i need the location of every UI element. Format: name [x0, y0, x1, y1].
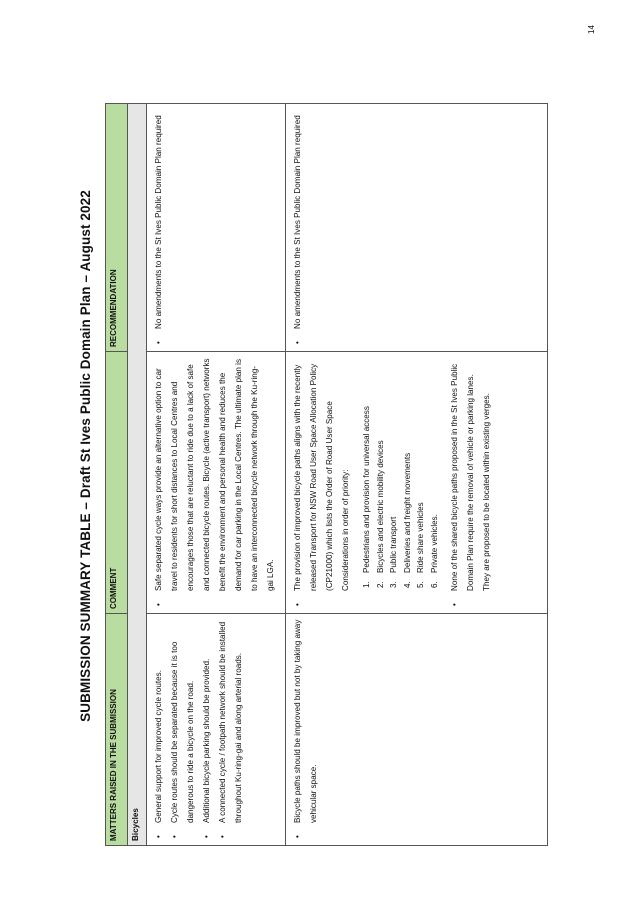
list-item: • No amendments to the St Ives Public Domain Plan required: [290, 109, 306, 347]
header-comment: COMMENT: [106, 352, 128, 614]
list-item: • Cycle routes should be separated because it is too dangerous to ride a bicycle on the road.: [167, 619, 199, 841]
list-item: • A connected cycle / footpath network should be installed throughout Ku-ring-gai and along arterial roads.: [215, 619, 247, 841]
list-item: 5. Ride share vehicles: [416, 502, 425, 588]
comment-intro: The provision of improved bicycle paths aligns with the recently released Transport for NSW Road User Space Allocation Policy (CP21000) which lists the Order of Road User Space Considerations in order of priority:: [293, 363, 350, 591]
list-item: • Additional bicycle parking should be provided.: [199, 619, 215, 841]
matters-cell: [286, 614, 548, 846]
page-title: SUBMISSION SUMMARY TABLE – Draft St Ives Public Domain Plan – August 2022: [78, 190, 93, 722]
list-item: • Bicycle paths should be improved but not by taking away vehicular space.: [290, 619, 322, 841]
list-item: 6. Private vehicles.: [429, 514, 439, 588]
comment-cell: [147, 352, 286, 614]
list-item: • General support for improved cycle routes.: [151, 619, 167, 841]
list-item: • Safe separated cycle ways provide an alternative option to car travel to residents for short distances to Local Centres and encourages those that are reluctant to ride due to a lack of safe and connected bicycle routes. Bicycle (active transport) networks benefit the environment and personal health and reduces the demand for car parking in the Local Centres. The ultimate plan is to have an interconnected bicycle network through the Ku-ring-gai LGA.: [151, 357, 279, 609]
list-item: • None of the shared bicycle paths proposed in the St Ives Public Domain Plan require the removal of vehicle or parking lanes. They are proposed to be located within existing verges.: [447, 357, 495, 609]
rotated-page: [60, 66, 637, 846]
submission-summary-table: [105, 103, 548, 846]
list-item: 1. Pedestrians and provision for universal access: [362, 406, 371, 588]
table-row: [286, 104, 548, 846]
page-number: 14: [587, 25, 596, 34]
table-header-row: [106, 104, 128, 846]
priority-list: [360, 357, 441, 591]
list-item: [290, 357, 441, 609]
list-item: 3. Public transport: [389, 516, 398, 588]
list-item: 2. Bicycles and electric mobility devices: [375, 440, 385, 588]
table-row: [147, 104, 286, 846]
header-matters: MATTERS RAISED IN THE SUBMISSION: [106, 614, 128, 846]
category-label: Bicycles: [128, 104, 147, 846]
category-row: [128, 104, 147, 846]
matters-cell: [147, 614, 286, 846]
header-recommendation: RECOMMENDATION: [106, 104, 128, 352]
recommendation-cell: [286, 104, 548, 352]
recommendation-cell: [147, 104, 286, 352]
comment-cell: [286, 352, 548, 614]
list-item: 4. Deliveries and freight movements: [402, 452, 412, 588]
list-item: • No amendments to the St Ives Public Domain Plan required: [151, 109, 167, 347]
